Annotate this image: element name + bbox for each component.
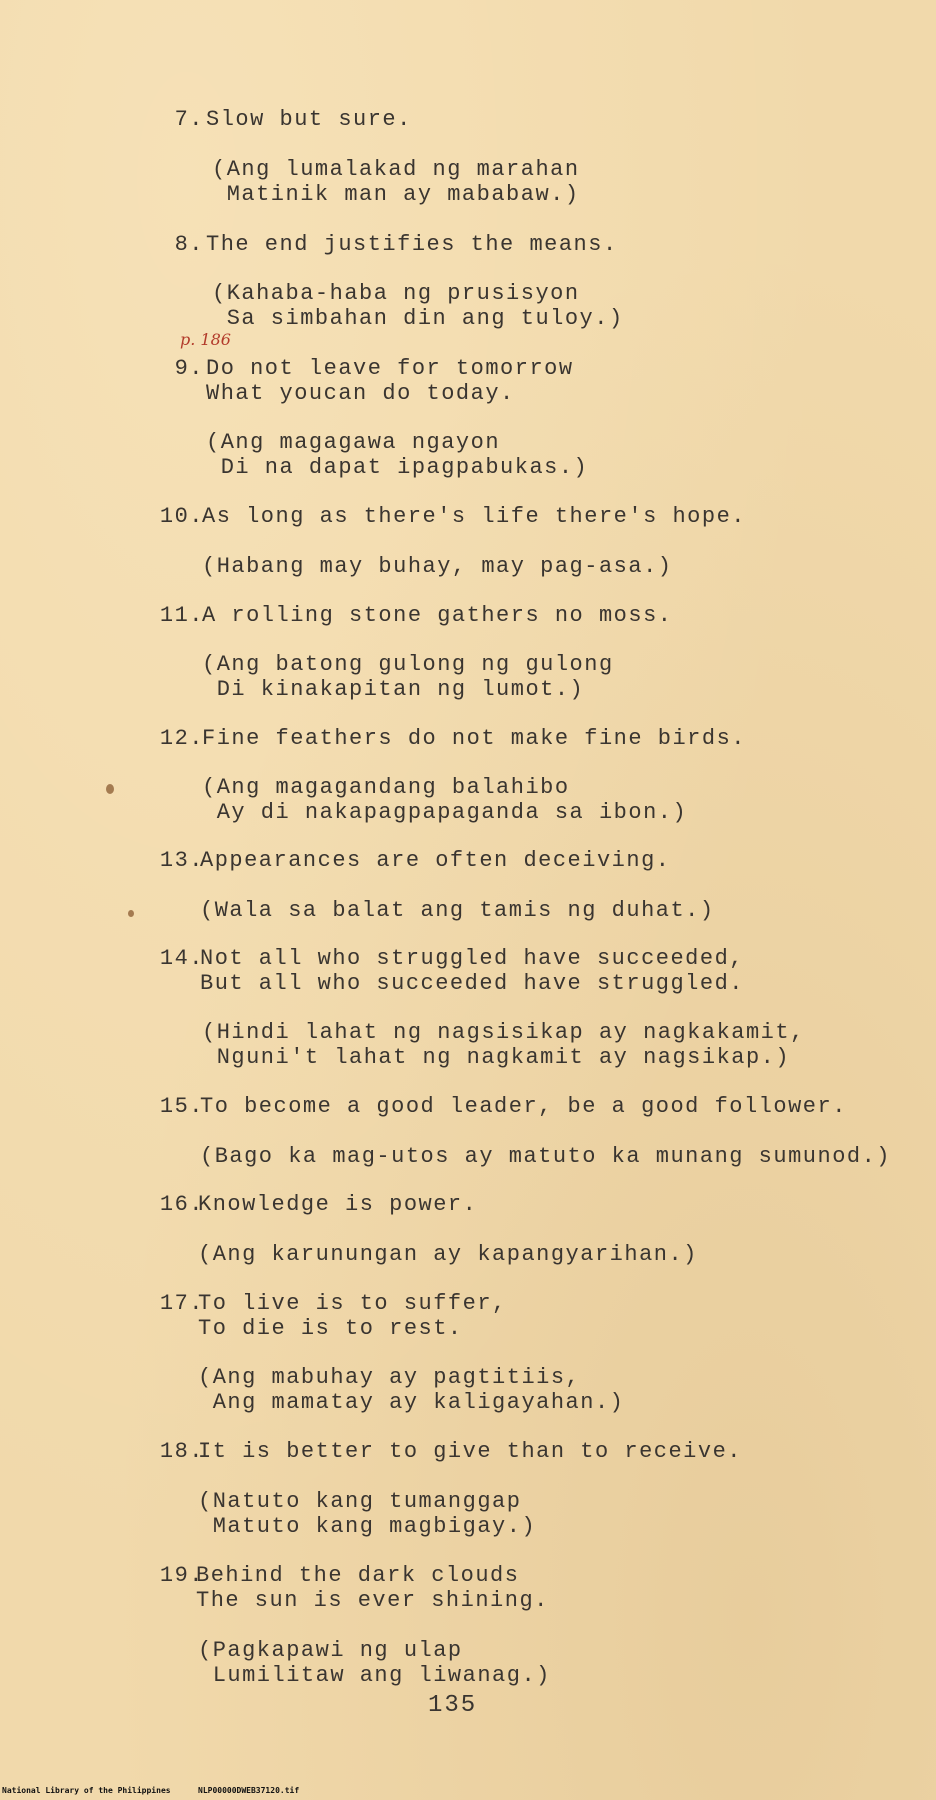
tagalog-line: Matinik man ay mababaw.) (212, 182, 580, 207)
english-line: To become a good leader, be a good follower. (200, 1094, 847, 1119)
tagalog-line: Nguni't lahat ng nagkamit ay nagsikap.) (202, 1045, 791, 1070)
proverb-number: 8. (174, 232, 204, 257)
tagalog-line: Matuto kang magbigay.) (198, 1514, 537, 1539)
proverb-number: 16. (159, 1192, 204, 1217)
tagalog-line: Lumilitaw ang liwanag.) (198, 1663, 551, 1688)
tagalog-line: Sa simbahan din ang tuloy.) (212, 306, 624, 331)
tagalog-line: Ay di nakapagpapaganda sa ibon.) (202, 800, 688, 825)
tagalog-line: (Bago ka mag-utos ay matuto ka munang sumunod.) (200, 1144, 892, 1169)
english-line: But all who succeeded have struggled. (200, 971, 744, 996)
tagalog-line: Di kinakapitan ng lumot.) (202, 677, 585, 702)
tagalog-line: (Ang lumalakad ng marahan (212, 157, 580, 182)
margin-note: p. 186 (180, 330, 231, 349)
proverb-number: 17. (159, 1291, 204, 1316)
proverb-number: 9. (174, 356, 204, 381)
tagalog-line: (Ang magagandang balahibo (202, 775, 570, 800)
english-line: Knowledge is power. (198, 1192, 478, 1217)
proverb-number: 15. (159, 1094, 204, 1119)
english-line: The sun is ever shining. (196, 1588, 549, 1613)
ink-blot (106, 784, 114, 794)
english-line: The end justifies the means. (206, 232, 618, 257)
proverb-number: 11. (159, 603, 204, 628)
scan-filename: NLP00000DWEB37120.tif (198, 1786, 300, 1795)
tagalog-line: (Ang magagawa ngayon (206, 430, 501, 455)
proverb-number: 14. (159, 946, 204, 971)
english-line: Behind the dark clouds (196, 1563, 520, 1588)
ink-blot (128, 910, 134, 917)
tagalog-line: (Habang may buhay, may pag-asa.) (202, 554, 673, 579)
tagalog-line: (Kahaba-haba ng prusisyon (212, 281, 580, 306)
english-line: Do not leave for tomorrow (206, 356, 574, 381)
tagalog-line: (Natuto kang tumanggap (198, 1489, 522, 1514)
english-line: To live is to suffer, (198, 1291, 507, 1316)
proverb-number: 13. (159, 848, 204, 873)
english-line: As long as there's life there's hope. (202, 504, 746, 529)
proverb-number: 18. (159, 1439, 204, 1464)
page-number: 135 (428, 1692, 478, 1719)
english-line: It is better to give than to receive. (198, 1439, 742, 1464)
tagalog-line: (Hindi lahat ng nagsisikap ay nagkakamit, (202, 1020, 805, 1045)
proverb-number: 19. (159, 1563, 204, 1588)
english-line: Not all who struggled have succeeded, (200, 946, 744, 971)
library-credit: National Library of the Philippines (2, 1786, 171, 1795)
english-line: Slow but sure. (206, 107, 412, 132)
proverb-number: 7. (174, 107, 204, 132)
english-line: What youcan do today. (206, 381, 515, 406)
tagalog-line: (Ang batong gulong ng gulong (202, 652, 614, 677)
english-line: To die is to rest. (198, 1316, 463, 1341)
english-line: A rolling stone gathers no moss. (202, 603, 673, 628)
english-line: Appearances are often deceiving. (200, 848, 671, 873)
tagalog-line: (Ang karunungan ay kapangyarihan.) (198, 1242, 698, 1267)
tagalog-line: (Pagkapawi ng ulap (198, 1638, 463, 1663)
english-line: Fine feathers do not make fine birds. (202, 726, 746, 751)
proverb-number: 12. (159, 726, 204, 751)
tagalog-line: Di na dapat ipagpabukas.) (206, 455, 589, 480)
tagalog-line: Ang mamatay ay kaligayahan.) (198, 1390, 625, 1415)
proverb-number: 10. (159, 504, 204, 529)
tagalog-line: (Ang mabuhay ay pagtitiis, (198, 1365, 581, 1390)
tagalog-line: (Wala sa balat ang tamis ng duhat.) (200, 898, 715, 923)
